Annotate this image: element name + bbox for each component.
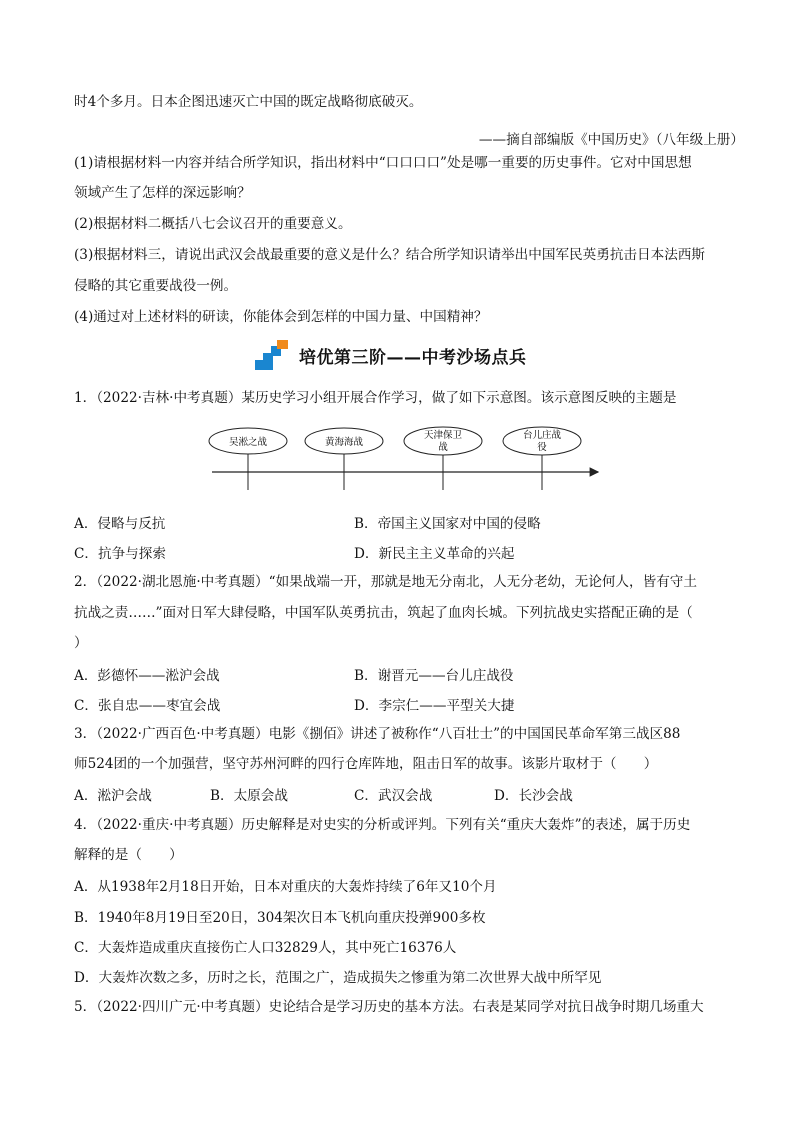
q2-option-d: D．李宗仁——平型关大捷 (354, 698, 515, 714)
timeline-label: 役 (537, 442, 547, 453)
q2-stem-line: 2．（2022·湖北恩施·中考真题）“如果战端一开，那就是地无分南北，人无分老幼，无论何人，皆有守土 (74, 574, 697, 590)
q4-option-c: C．大轰炸造成重庆直接伤亡人口32829人，其中死亡16376人 (74, 940, 457, 956)
timeline-label: 天津保卫 (423, 430, 463, 441)
q1-option-c: C．抗争与探索 (74, 546, 166, 562)
q1-stem: 1．（2022·吉林·中考真题）某历史学习小组开展合作学习，做了如下示意图。该示意图反映的主题是 (74, 390, 677, 406)
timeline-label: 黄海海战 (324, 437, 364, 448)
q4-stem-line: 4．（2022·重庆·中考真题）历史解释是对史实的分析或评判。下列有关“重庆大轰炸”的表述，属于历史 (74, 817, 691, 833)
q3-stem-line: 3．（2022·广西百色·中考真题）电影《捌佰》讲述了被称作“八百壮士”的中国国民革命军第三战区88 (74, 726, 681, 742)
subquestion-line: (1)请根据材料一内容并结合所学知识，指出材料中“口口口口”处是哪一重要的历史事件。它对中国思想 (74, 155, 692, 171)
q5-stem: 5．（2022·四川广元·中考真题）史论结合是学习历史的基本方法。右表是某同学对抗日战争时期几场重大 (74, 999, 704, 1015)
staircase-icon (255, 340, 289, 370)
subquestion-line: (3)根据材料三，请说出武汉会战最重要的意义是什么？结合所学知识请举出中国军民英勇抗击日本法西斯 (74, 247, 705, 263)
q3-option-c: C．武汉会战 (354, 788, 433, 804)
timeline-label: 战 (438, 442, 448, 453)
q1-option-a: A．侵略与反抗 (74, 516, 166, 532)
q1-option-d: D．新民主主义革命的兴起 (354, 546, 515, 562)
q4-option-d: D．大轰炸次数之多，历时之长，范围之广，造成损失之惨重为第二次世界大战中所罕见 (74, 970, 602, 986)
q3-stem-line: 师524团的一个加强营，坚守苏州河畔的四行仓库阵地，阻击日军的故事。该影片取材于（ ） (74, 756, 658, 772)
q4-option-a: A．从1938年2月18日开始，日本对重庆的大轰炸持续了6年又10个月 (74, 879, 497, 895)
subquestion-line: (2)根据材料二概括八七会议召开的重要意义。 (74, 216, 352, 232)
q1-timeline-diagram (200, 424, 604, 494)
subquestion-line: 侵略的其它重要战役一例。 (74, 278, 238, 294)
q3-option-d: D．长沙会战 (494, 788, 573, 804)
q4-stem-line: 解释的是（ ） (74, 847, 183, 863)
q2-option-b: B．谢晋元——台儿庄战役 (354, 668, 514, 684)
material-source: ——摘自部编版《中国历史》（八年级上册） (478, 132, 744, 148)
q2-stem-line: ） (74, 635, 88, 651)
subquestion-line: 领域产生了怎样的深远影响？ (74, 185, 251, 201)
q3-option-a: A．淞沪会战 (74, 788, 152, 804)
q1-option-b: B．帝国主义国家对中国的侵略 (354, 516, 541, 532)
subquestion-line: (4)通过对上述材料的研读，你能体会到怎样的中国力量、中国精神？ (74, 309, 488, 325)
q3-option-b: B．太原会战 (210, 788, 288, 804)
q4-option-b: B．1940年8月19日至20日，304架次日本飞机向重庆投弹900多枚 (74, 910, 486, 926)
timeline-label: 台儿庄战 (522, 430, 562, 441)
section-title: 培优第三阶——中考沙场点兵 (299, 347, 527, 368)
q2-option-c: C．张自忠——枣宜会战 (74, 698, 221, 714)
timeline-label: 吴淞之战 (228, 437, 268, 448)
section-heading (255, 340, 527, 370)
q2-option-a: A．彭德怀——淞沪会战 (74, 668, 220, 684)
material-text: 时4个多月。日本企图迅速灭亡中国的既定战略彻底破灭。 (74, 94, 423, 110)
q2-stem-line: 抗战之责……”面对日军大肆侵略，中国军队英勇抗击，筑起了血肉长城。下列抗战史实搭配正确的是（ (74, 605, 693, 621)
